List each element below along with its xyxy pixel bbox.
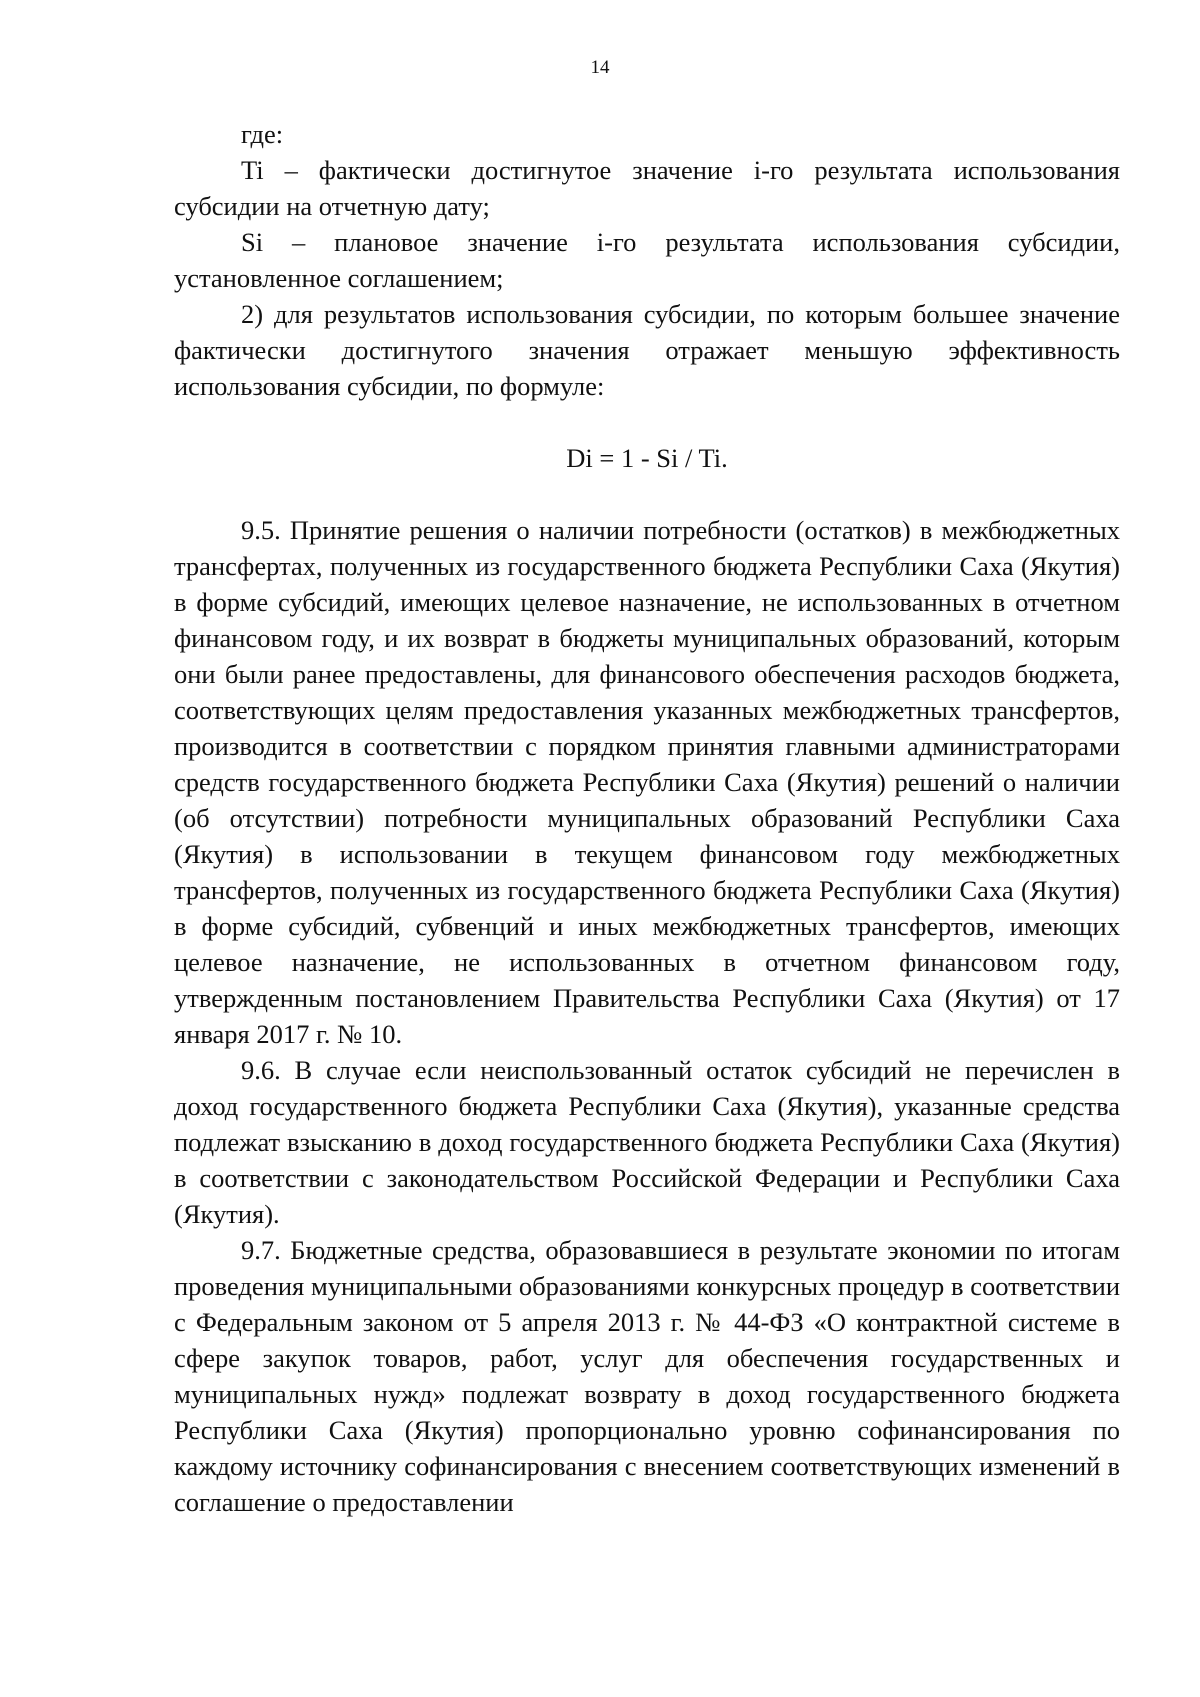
paragraph-9-7: 9.7. Бюджетные средства, образовавшиеся в результате экономии по итогам проведения муниципальными образованиями конкурсных процедур в соответствии с Федеральным законом от 5 апреля 2013 г. № 44-ФЗ «О контрактной системе в сфере закупок товаров, работ, услуг для обеспечения государственных и муниципальных нужд» подлежат возврату в доход государственного бюджета Республики Саха (Якутия) пропорционально уровню софинансирования по каждому источнику софинансирования с внесением соответствующих изменений в соглашение о предоставлении xyxy=(174,1235,1120,1517)
formula: Di = 1 - Si / Ti. xyxy=(566,443,728,473)
paragraph-si-definition: Si – плановое значение i-го результата использования субсидии, установленное соглашением; xyxy=(174,227,1120,293)
paragraph-item-2: 2) для результатов использования субсидии, по которым большее значение фактически достигнутого значения отражает меньшую эффективность использования субсидии, по формуле: xyxy=(174,299,1120,401)
document-body xyxy=(174,116,1120,1520)
paragraph-where: где: xyxy=(241,119,284,149)
paragraph-9-6: 9.6. В случае если неиспользованный остаток субсидий не перечислен в доход государственного бюджета Республики Саха (Якутия), указанные средства подлежат взысканию в доход государственного бюджета Республики Саха (Якутия) в соответствии с законодательством Российской Федерации и Республики Саха (Якутия). xyxy=(174,1055,1120,1229)
paragraph-ti-definition: Ti – фактически достигнутое значение i-го результата использования субсидии на отчетную дату; xyxy=(174,155,1120,221)
paragraph-9-5: 9.5. Принятие решения о наличии потребности (остатков) в межбюджетных трансфертах, полученных из государственного бюджета Республики Саха (Якутия) в форме субсидий, имеющих целевое назначение, не использованных в отчетном финансовом году, и их возврат в бюджеты муниципальных образований, которым они были ранее предоставлены, для финансового обеспечения расходов бюджета, соответствующих целям предоставления указанных межбюджетных трансфертов, производится в соответствии с порядком принятия главными администраторами средств государственного бюджета Республики Саха (Якутия) решений о наличии (об отсутствии) потребности муниципальных образований Республики Саха (Якутия) в использовании в текущем финансовом году межбюджетных трансфертов, полученных из государственного бюджета Республики Саха (Якутия) в форме субсидий, субвенций и иных межбюджетных трансфертов, имеющих целевое назначение, не использованных в отчетном финансовом году, утвержденным постановлением Правительства Республики Саха (Якутия) от 17 января 2017 г. № 10. xyxy=(174,515,1120,1049)
page-number: 14 xyxy=(590,57,610,78)
